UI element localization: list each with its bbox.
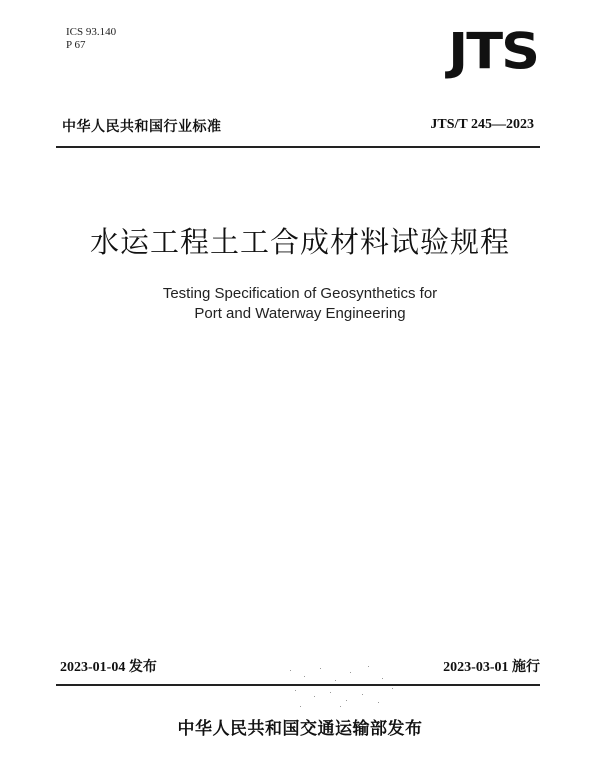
title-english-line-2: Port and Waterway Engineering: [194, 305, 406, 322]
classification-code: P 67: [66, 39, 86, 51]
publisher: 中华人民共和国交通运输部发布: [177, 719, 423, 739]
ics-code: ICS 93.140: [66, 26, 117, 38]
ics-block: [66, 26, 116, 52]
standard-category: 中华人民共和国行业标准: [62, 119, 222, 135]
effective-date: 2023-03-01 施行: [443, 660, 540, 675]
header-rule: [56, 146, 540, 148]
jts-logo: JTS: [448, 22, 538, 81]
title-english: [0, 284, 600, 324]
footer-rule: [56, 684, 540, 686]
issue-date: 2023-01-04 发布: [60, 660, 157, 675]
title-english-line-1: Testing Specification of Geosynthetics for: [162, 285, 438, 302]
scan-noise: [280, 662, 410, 710]
title-chinese: 水运工程土工合成材料试验规程: [89, 225, 510, 259]
standard-code: JTS/T 245—2023: [430, 117, 534, 132]
